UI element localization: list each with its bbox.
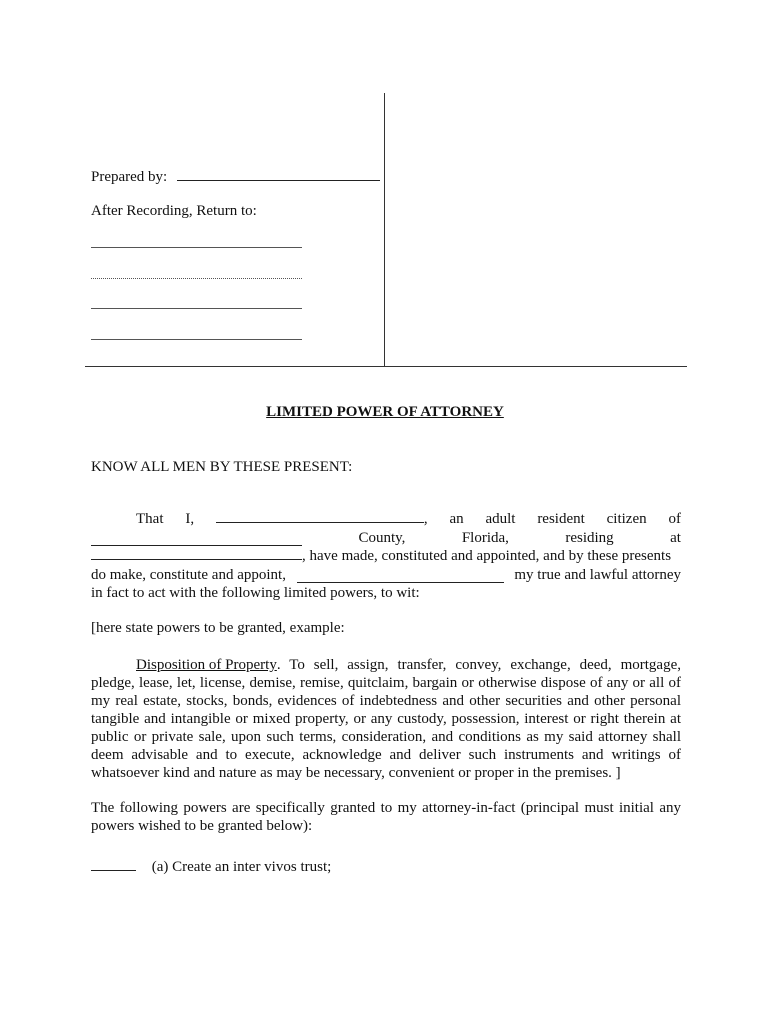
disposition-line-2: pledge, lease, let, license, demise, remise, quitclaim, bargain or otherwise dispose of any or all of <box>91 675 681 691</box>
power-item-a-text: (a) Create an inter vivos trust; <box>151 859 332 875</box>
prepared-by-blank[interactable] <box>177 179 380 181</box>
disposition-paragraph <box>91 656 681 782</box>
county-line <box>91 530 681 547</box>
appointed-text: , have made, constituted and appointed, and by these presents <box>302 548 672 564</box>
disposition-line-7: whatsoever kind and nature as may be necessary, convenient or proper in the premises. ] <box>91 765 621 781</box>
residence-address-blank[interactable] <box>91 558 302 560</box>
citizen-word: citizen <box>606 511 647 527</box>
disposition-heading: Disposition of Property <box>136 657 277 673</box>
return-address-line-4[interactable] <box>91 339 302 340</box>
county-word: County, <box>358 530 406 546</box>
that-i-line <box>91 511 681 528</box>
principal-name-blank[interactable] <box>216 521 424 523</box>
an-word: an <box>449 511 464 527</box>
adult-word: adult <box>485 511 516 527</box>
attorney-name-blank[interactable] <box>297 581 504 583</box>
document-title: LIMITED POWER OF ATTORNEY <box>266 404 504 420</box>
residing-word: residing <box>565 530 614 546</box>
disposition-line-1-rest: . To sell, assign, transfer, convey, exchange, deed, mortgage, <box>276 657 681 673</box>
disposition-line-5: public or private sale, upon such terms, consideration, and conditions as my said attorney shall <box>91 729 681 745</box>
recording-box-horizontal-divider <box>85 366 687 367</box>
after-recording-label: After Recording, Return to: <box>91 203 257 219</box>
prepared-by-row <box>91 169 380 186</box>
principal-name-group <box>216 511 428 528</box>
return-address-line-1[interactable] <box>91 247 302 248</box>
know-all-men-heading: KNOW ALL MEN BY THESE PRESENT: <box>91 459 353 475</box>
appoint-line-start: do make, constitute and appoint, <box>91 567 286 583</box>
resident-word: resident <box>537 511 585 527</box>
i-word: I, <box>185 511 195 527</box>
disposition-line-4: tangible and intangible or mixed property, or any custody, possession, interest or right therein at <box>91 711 681 727</box>
following-powers-line-2: powers wished to be granted below): <box>91 818 313 834</box>
return-address-line-2[interactable] <box>91 278 302 279</box>
comma-text: , <box>423 511 428 527</box>
appointed-line <box>91 548 671 565</box>
county-name-blank[interactable] <box>91 544 302 546</box>
disposition-line-1 <box>91 656 681 674</box>
in-fact-line: in fact to act with the following limited powers, to wit: <box>91 585 420 601</box>
disposition-line-6: deem advisable and to execute, acknowledge and deliver such instruments and writings of <box>91 747 681 763</box>
following-powers-line-1: The following powers are specifically granted to my attorney-in-fact (principal must initial any <box>91 800 681 816</box>
return-address-line-3[interactable] <box>91 308 302 309</box>
appoint-line <box>91 567 681 584</box>
here-state-powers-text: [here state powers to be granted, example: <box>91 620 345 636</box>
prepared-by-label: Prepared by: <box>91 169 168 185</box>
florida-word: Florida, <box>461 530 509 546</box>
appoint-line-end: my true and lawful attorney <box>514 567 681 583</box>
of-word: of <box>668 511 681 527</box>
following-powers-paragraph <box>91 799 681 835</box>
power-item-a <box>91 859 331 876</box>
that-word: That <box>136 511 164 527</box>
at-word: at <box>670 530 681 546</box>
initial-blank-a[interactable] <box>91 869 136 871</box>
disposition-line-3: my real estate, stocks, bonds, evidences of indebtedness and other securities and other personal <box>91 693 681 709</box>
recording-box-vertical-divider <box>384 93 385 367</box>
